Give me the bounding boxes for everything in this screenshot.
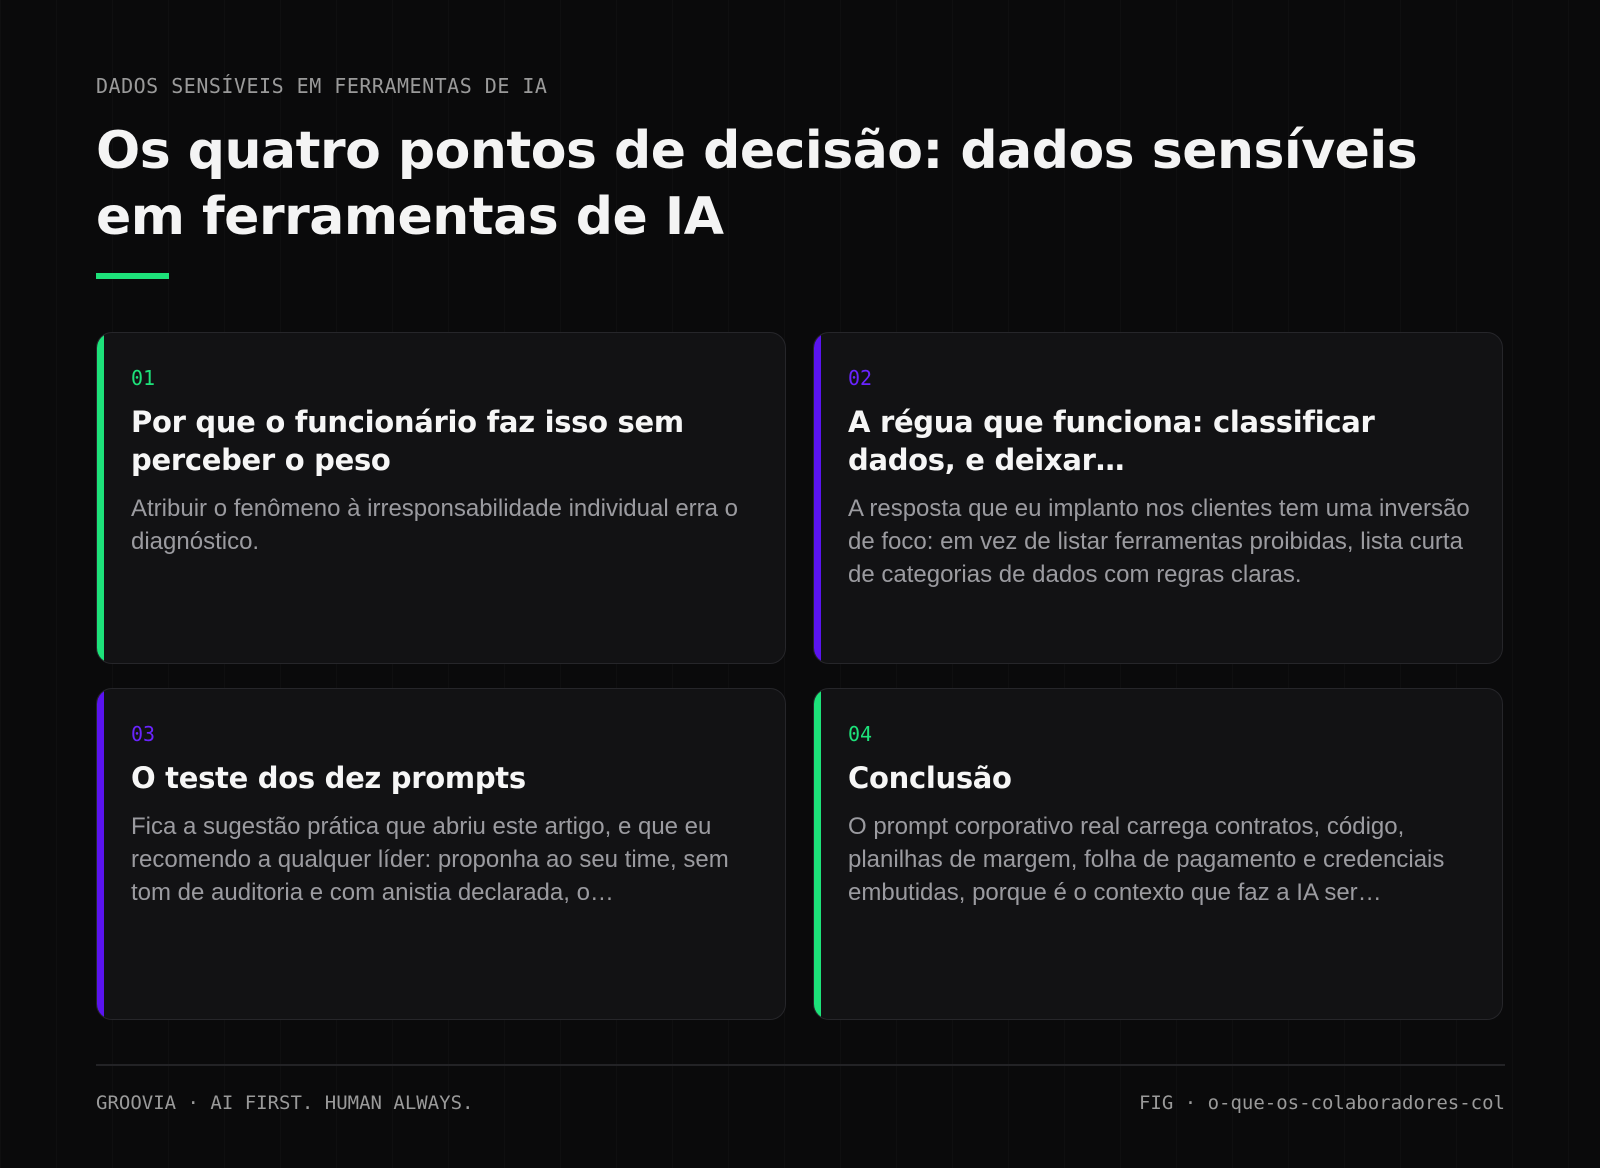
title-underline xyxy=(96,273,169,279)
card-number: 02 xyxy=(848,366,873,390)
card-body: O prompt corporativo real carrega contratos, código, planilhas de margem, folha de pagamento e credenciais embutidas, porque é o contexto que faz a IA ser… xyxy=(848,813,1445,906)
card-2 xyxy=(813,332,1503,664)
kicker: DADOS SENSÍVEIS EM FERRAMENTAS DE IA xyxy=(96,74,548,98)
card-1 xyxy=(96,332,786,664)
footer-figure-ref: FIG · o-que-os-colaboradores-col xyxy=(1138,1092,1505,1114)
footer-divider xyxy=(96,1064,1505,1066)
card-number: 04 xyxy=(848,722,873,746)
page-title: Os quatro pontos de decisão: dados sensíveis em ferramentas de IA xyxy=(96,121,1418,247)
card-number: 03 xyxy=(131,722,156,746)
card-title: Por que o funcionário faz isso sem perceber o peso xyxy=(131,405,684,477)
card-body: Fica a sugestão prática que abriu este artigo, e que eu recomendo a qualquer líder: proponha ao seu time, sem tom de auditoria e com anistia declarada, o… xyxy=(131,813,729,906)
footer-brand: GROOVIA · AI FIRST. HUMAN ALWAYS. xyxy=(96,1092,474,1114)
card-number: 01 xyxy=(131,366,156,390)
card-accent-stripe xyxy=(97,689,104,1019)
card-body: Atribuir o fenômeno à irresponsabilidade individual erra o diagnóstico. xyxy=(131,495,739,555)
slide xyxy=(96,0,1505,1168)
card-3 xyxy=(96,688,786,1020)
card-accent-stripe xyxy=(814,333,821,663)
card-title: O teste dos dez prompts xyxy=(131,761,526,795)
card-body: A resposta que eu implanto nos clientes tem uma inversão de foco: em vez de listar ferramentas proibidas, lista curta de categorias de dados com regras claras. xyxy=(848,495,1470,588)
card-accent-stripe xyxy=(97,333,104,663)
card-title: Conclusão xyxy=(848,761,1012,795)
card-title: A régua que funciona: classificar dados, e deixar… xyxy=(848,405,1375,477)
card-4 xyxy=(813,688,1503,1020)
card-accent-stripe xyxy=(814,689,821,1019)
